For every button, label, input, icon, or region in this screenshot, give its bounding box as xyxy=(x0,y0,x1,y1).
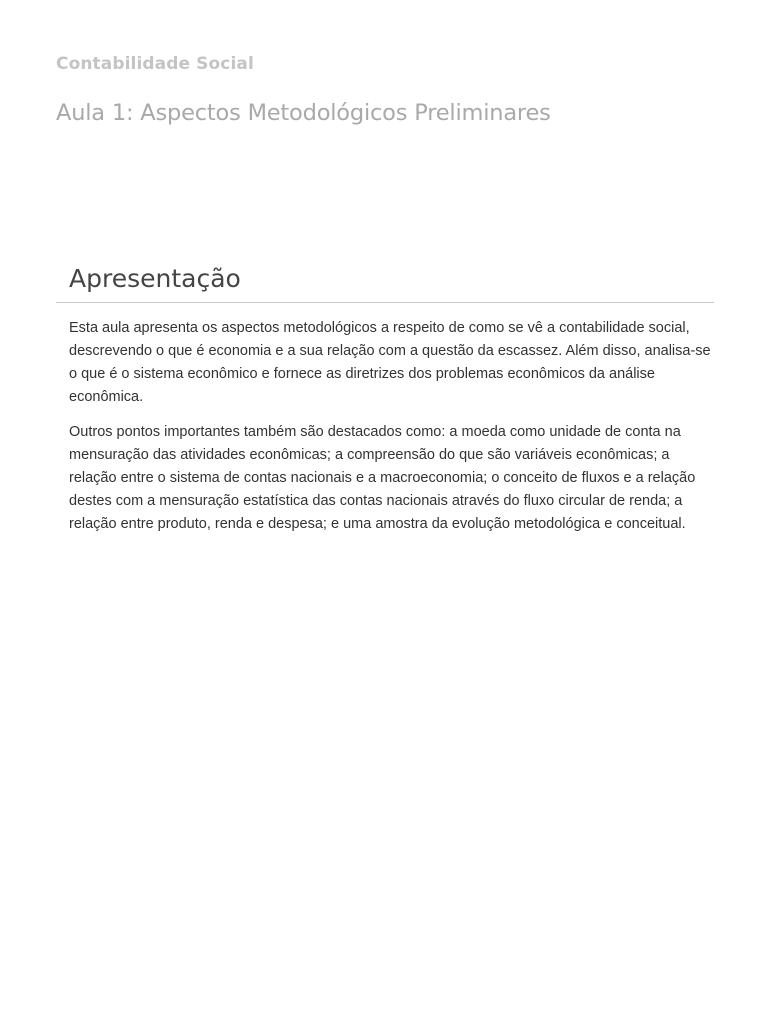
paragraph-topics: Outros pontos importantes também são destacados como: a moeda como unidade de conta na mensuração das atividades econômicas; a compreensão do que são variáveis econômicas; a relação entre o sistema de contas nacionais e a macroeconomia; o conceito de fluxos e a relação destes com a mensuração estatística das contas nacionais através do fluxo circular de renda; a relação entre produto, renda e despesa; e uma amostra da evolução metodológica e conceitual. xyxy=(69,424,696,532)
presentation-section xyxy=(56,262,714,548)
section-body xyxy=(56,303,714,536)
lesson-title: Aula 1: Aspectos Metodológicos Preliminares xyxy=(56,100,551,126)
paragraph-intro: Esta aula apresenta os aspectos metodológicos a respeito de como se vê a contabilidade social, descrevendo o que é economia e a sua relação com a questão da escassez. Além disso, analisa-se o que é o sistema econômico e fornece as diretrizes dos problemas econômicos da análise econômica. xyxy=(69,320,711,405)
section-heading: Apresentação xyxy=(56,262,714,303)
course-title: Contabilidade Social xyxy=(56,54,254,74)
